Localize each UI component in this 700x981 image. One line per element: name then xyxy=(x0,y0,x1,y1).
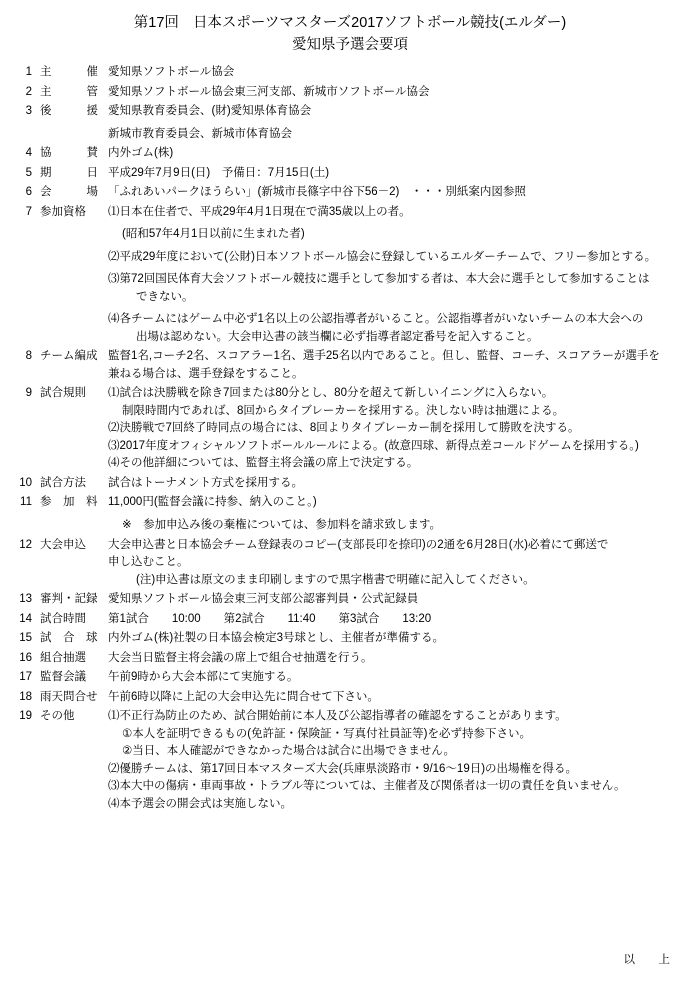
item-line: ⑶本大中の傷病・車両事故・トラブル等については、主催者及び関係者は一切の責任を負いません。 xyxy=(108,780,626,793)
item-line: ⑴不正行為防止のため、試合開始前に本人及び公認指導者の確認をすることがあります。 xyxy=(108,710,567,723)
list-item xyxy=(14,592,686,610)
item-line: 愛知県ソフトボール協会 xyxy=(108,66,235,79)
item-label-part-b: 場 xyxy=(86,186,98,199)
item-body xyxy=(108,631,686,649)
item-body xyxy=(108,495,686,535)
item-body xyxy=(108,146,686,164)
item-label xyxy=(36,185,108,201)
item-label xyxy=(36,85,108,101)
item-line: 監督1名,コーチ2名、スコアラー1名、選手25名以内であること。但し、監督、コーチ、スコアラーが選手を xyxy=(108,350,660,363)
item-line: 愛知県ソフトボール協会東三河支部公認審判員・公式記録員 xyxy=(108,593,419,606)
item-number: 16 xyxy=(19,651,32,664)
item-number: 6 xyxy=(25,186,32,199)
item-line: (注)申込書は原文のまま印刷しますので黒字楷書で明確に記入してください。 xyxy=(136,573,535,586)
item-label: 監督会議 xyxy=(40,671,86,684)
item-number: 12 xyxy=(19,538,32,551)
document-footer: 以 上 xyxy=(623,954,676,967)
item-number: 2 xyxy=(25,85,32,98)
items-list xyxy=(14,65,686,814)
item-line: 11,000円(監督会議に持参、納入のこと。) xyxy=(108,496,317,509)
item-label-part-b: 催 xyxy=(86,66,98,79)
item-line: できない。 xyxy=(136,290,194,303)
item-line: ⑵優勝チームは、第17回日本マスターズ大会(兵庫県淡路市・9/16～19日)の出場権を得る。 xyxy=(108,762,578,775)
item-line: 平成29年7月9日(日) 予備日：7月15日(土) xyxy=(108,166,330,179)
title-line-1 xyxy=(14,14,686,34)
item-label: 参加資格 xyxy=(40,205,86,218)
item-label xyxy=(36,146,108,162)
list-item xyxy=(14,651,686,669)
item-body xyxy=(108,85,686,103)
item-line: 大会申込書と日本協会チーム登録表のコピー(支部長印を捺印)の2通を6月28日(水)必着にて郵送で xyxy=(108,538,609,551)
list-item xyxy=(14,538,686,591)
item-body xyxy=(108,612,686,630)
item-line: 申し込むこと。 xyxy=(108,556,189,569)
item-label xyxy=(36,104,108,120)
item-body xyxy=(108,690,686,708)
item-line: ⑷各チームにはゲーム中必ず1名以上の公認指導者がいること。公認指導者がいないチームの本大会への xyxy=(108,313,644,326)
title-main: 日本スポーツマスターズ2017ソフトボール競技(エルダー) xyxy=(192,15,567,31)
item-number: 11 xyxy=(20,496,32,509)
title-edition: 第17回 xyxy=(133,15,179,31)
item-label: 試合方法 xyxy=(40,476,86,489)
item-label: チーム編成 xyxy=(40,350,98,363)
item-number: 3 xyxy=(25,105,32,118)
item-body xyxy=(108,166,686,184)
list-item xyxy=(14,690,686,708)
item-line: 午前9時から大会本部にて実施する。 xyxy=(108,671,299,684)
item-line: 新城市教育委員会、新城市体育協会 xyxy=(108,127,292,140)
list-item xyxy=(14,65,686,83)
item-label-part-b: 賛 xyxy=(86,147,98,160)
title-line-2: 愛知県予選会要項 xyxy=(292,36,408,53)
list-item xyxy=(14,349,686,384)
item-label: 試 合 球 xyxy=(40,632,98,645)
item-number: 10 xyxy=(19,476,32,489)
item-label-part-b: 管 xyxy=(86,85,98,98)
item-label-part-a: 会 xyxy=(40,186,52,199)
list-item xyxy=(14,612,686,630)
item-number: 1 xyxy=(25,66,32,79)
item-number: 18 xyxy=(19,690,32,703)
item-body xyxy=(108,205,686,348)
item-body xyxy=(108,538,686,591)
list-item xyxy=(14,146,686,164)
item-number: 8 xyxy=(25,350,32,363)
item-line: ⑶2017年度オフィシャルソフトボールルールによる。(故意四球、新得点差コールドゲームを採用する。) xyxy=(108,439,639,452)
list-item xyxy=(14,205,686,348)
item-label-part-b: 日 xyxy=(86,166,98,179)
list-item xyxy=(14,631,686,649)
item-line: ⑷その他詳細については、監督主将会議の席上で決定する。 xyxy=(108,457,419,470)
item-line: 愛知県教育委員会、(財)愛知県体育協会 xyxy=(108,105,312,118)
item-label: 雨天問合せ xyxy=(40,690,98,703)
item-body xyxy=(108,349,686,384)
item-label xyxy=(36,65,108,81)
item-number: 4 xyxy=(25,147,32,160)
item-line: ※ 参加申込み後の棄権については、参加料を請求致します。 xyxy=(122,518,441,531)
item-line: 第1試合 10:00 第2試合 11:40 第3試合 13:20 xyxy=(108,612,432,625)
item-line: ⑴試合は決勝戦を除き7回または80分とし、80分を超えて新しいイニングに入らない。 xyxy=(108,387,554,400)
item-body xyxy=(108,670,686,688)
item-body xyxy=(108,709,686,814)
item-line: 制限時間内であれば、8回からタイブレーカーを採用する。決しない時は抽選による。 xyxy=(122,404,565,417)
item-label-part-b: 援 xyxy=(86,105,98,118)
item-label-part-a: 主 xyxy=(40,66,52,79)
document-title xyxy=(14,14,686,55)
item-label: 試合規則 xyxy=(40,387,86,400)
item-body xyxy=(108,476,686,494)
item-line: (昭和57年4月1日以前に生まれた者) xyxy=(122,228,305,241)
item-label: 大会申込 xyxy=(40,538,86,551)
item-number: 19 xyxy=(19,710,32,723)
item-line: ⑷本予選会の開会式は実施しない。 xyxy=(108,797,292,810)
item-line: 試合はトーナメント方式を採用する。 xyxy=(108,476,304,489)
item-line: 内外ゴム(株)社製の日本協会検定3号球とし、主催者が準備する。 xyxy=(108,632,445,645)
item-line: 午前6時以降に上記の大会申込先に問合せて下さい。 xyxy=(108,690,379,703)
item-line: ⑶第72回国民体育大会ソフトボール競技に選手として参加する者は、本大会に選手として参加することは xyxy=(108,273,650,286)
item-label-part-a: 後 xyxy=(40,105,52,118)
item-body xyxy=(108,386,686,474)
item-label: 参 加 料 xyxy=(40,496,98,509)
item-label: 試合時間 xyxy=(40,612,86,625)
item-line: 出場は認めない。大会申込書の該当欄に必ず指導者認定番号を記入すること。 xyxy=(136,330,539,343)
item-body xyxy=(108,65,686,83)
item-line: ⑵決勝戦で7回終了時同点の場合には、8回よりタイブレーカー制を採用して勝敗を決する。 xyxy=(108,422,580,435)
list-item xyxy=(14,709,686,814)
list-item xyxy=(14,185,686,203)
item-line: ①本人を証明できるもの(免許証・保険証・写真付社員証等)を必ず持参下さい。 xyxy=(122,727,531,740)
item-label-part-a: 協 xyxy=(40,147,52,160)
item-line: 兼ねる場合は、選手登録をすること。 xyxy=(108,367,304,380)
item-line: ⑵平成29年度において(公財)日本ソフトボール協会に登録しているエルダーチームで、フリー参加とする。 xyxy=(108,250,657,263)
item-number: 15 xyxy=(19,632,32,645)
item-body xyxy=(108,185,686,203)
item-line: ⑴日本在住者で、平成29年4月1日現在で満35歳以上の者。 xyxy=(108,205,411,218)
item-body xyxy=(108,592,686,610)
item-label: 組合抽選 xyxy=(40,651,86,664)
item-number: 5 xyxy=(25,166,32,179)
list-item xyxy=(14,85,686,103)
item-line: 大会当日監督主将会議の席上で組合せ抽選を行う。 xyxy=(108,651,373,664)
item-line: ②当日、本人確認ができなかった場合は試合に出場できません。 xyxy=(122,745,455,758)
list-item xyxy=(14,476,686,494)
item-label: 審判・記録 xyxy=(40,593,98,606)
item-body xyxy=(108,104,686,144)
item-number: 13 xyxy=(19,593,32,606)
item-line: 内外ゴム(株) xyxy=(108,147,174,160)
item-label xyxy=(36,166,108,182)
item-label-part-a: 主 xyxy=(40,85,52,98)
item-number: 9 xyxy=(25,387,32,400)
item-number: 7 xyxy=(25,205,32,218)
item-line: 愛知県ソフトボール協会東三河支部、新城市ソフトボール協会 xyxy=(108,85,430,98)
list-item xyxy=(14,386,686,474)
list-item xyxy=(14,495,686,535)
list-item xyxy=(14,670,686,688)
item-body xyxy=(108,651,686,669)
item-number: 14 xyxy=(19,612,32,625)
list-item xyxy=(14,166,686,184)
item-line: 「ふれあいパークほうらい」(新城市長篠字中谷下56－2) ・・・別紙案内図参照 xyxy=(108,186,526,199)
item-number: 17 xyxy=(19,671,32,684)
item-label-part-a: 期 xyxy=(40,166,52,179)
list-item xyxy=(14,104,686,144)
item-label: その他 xyxy=(40,710,75,723)
